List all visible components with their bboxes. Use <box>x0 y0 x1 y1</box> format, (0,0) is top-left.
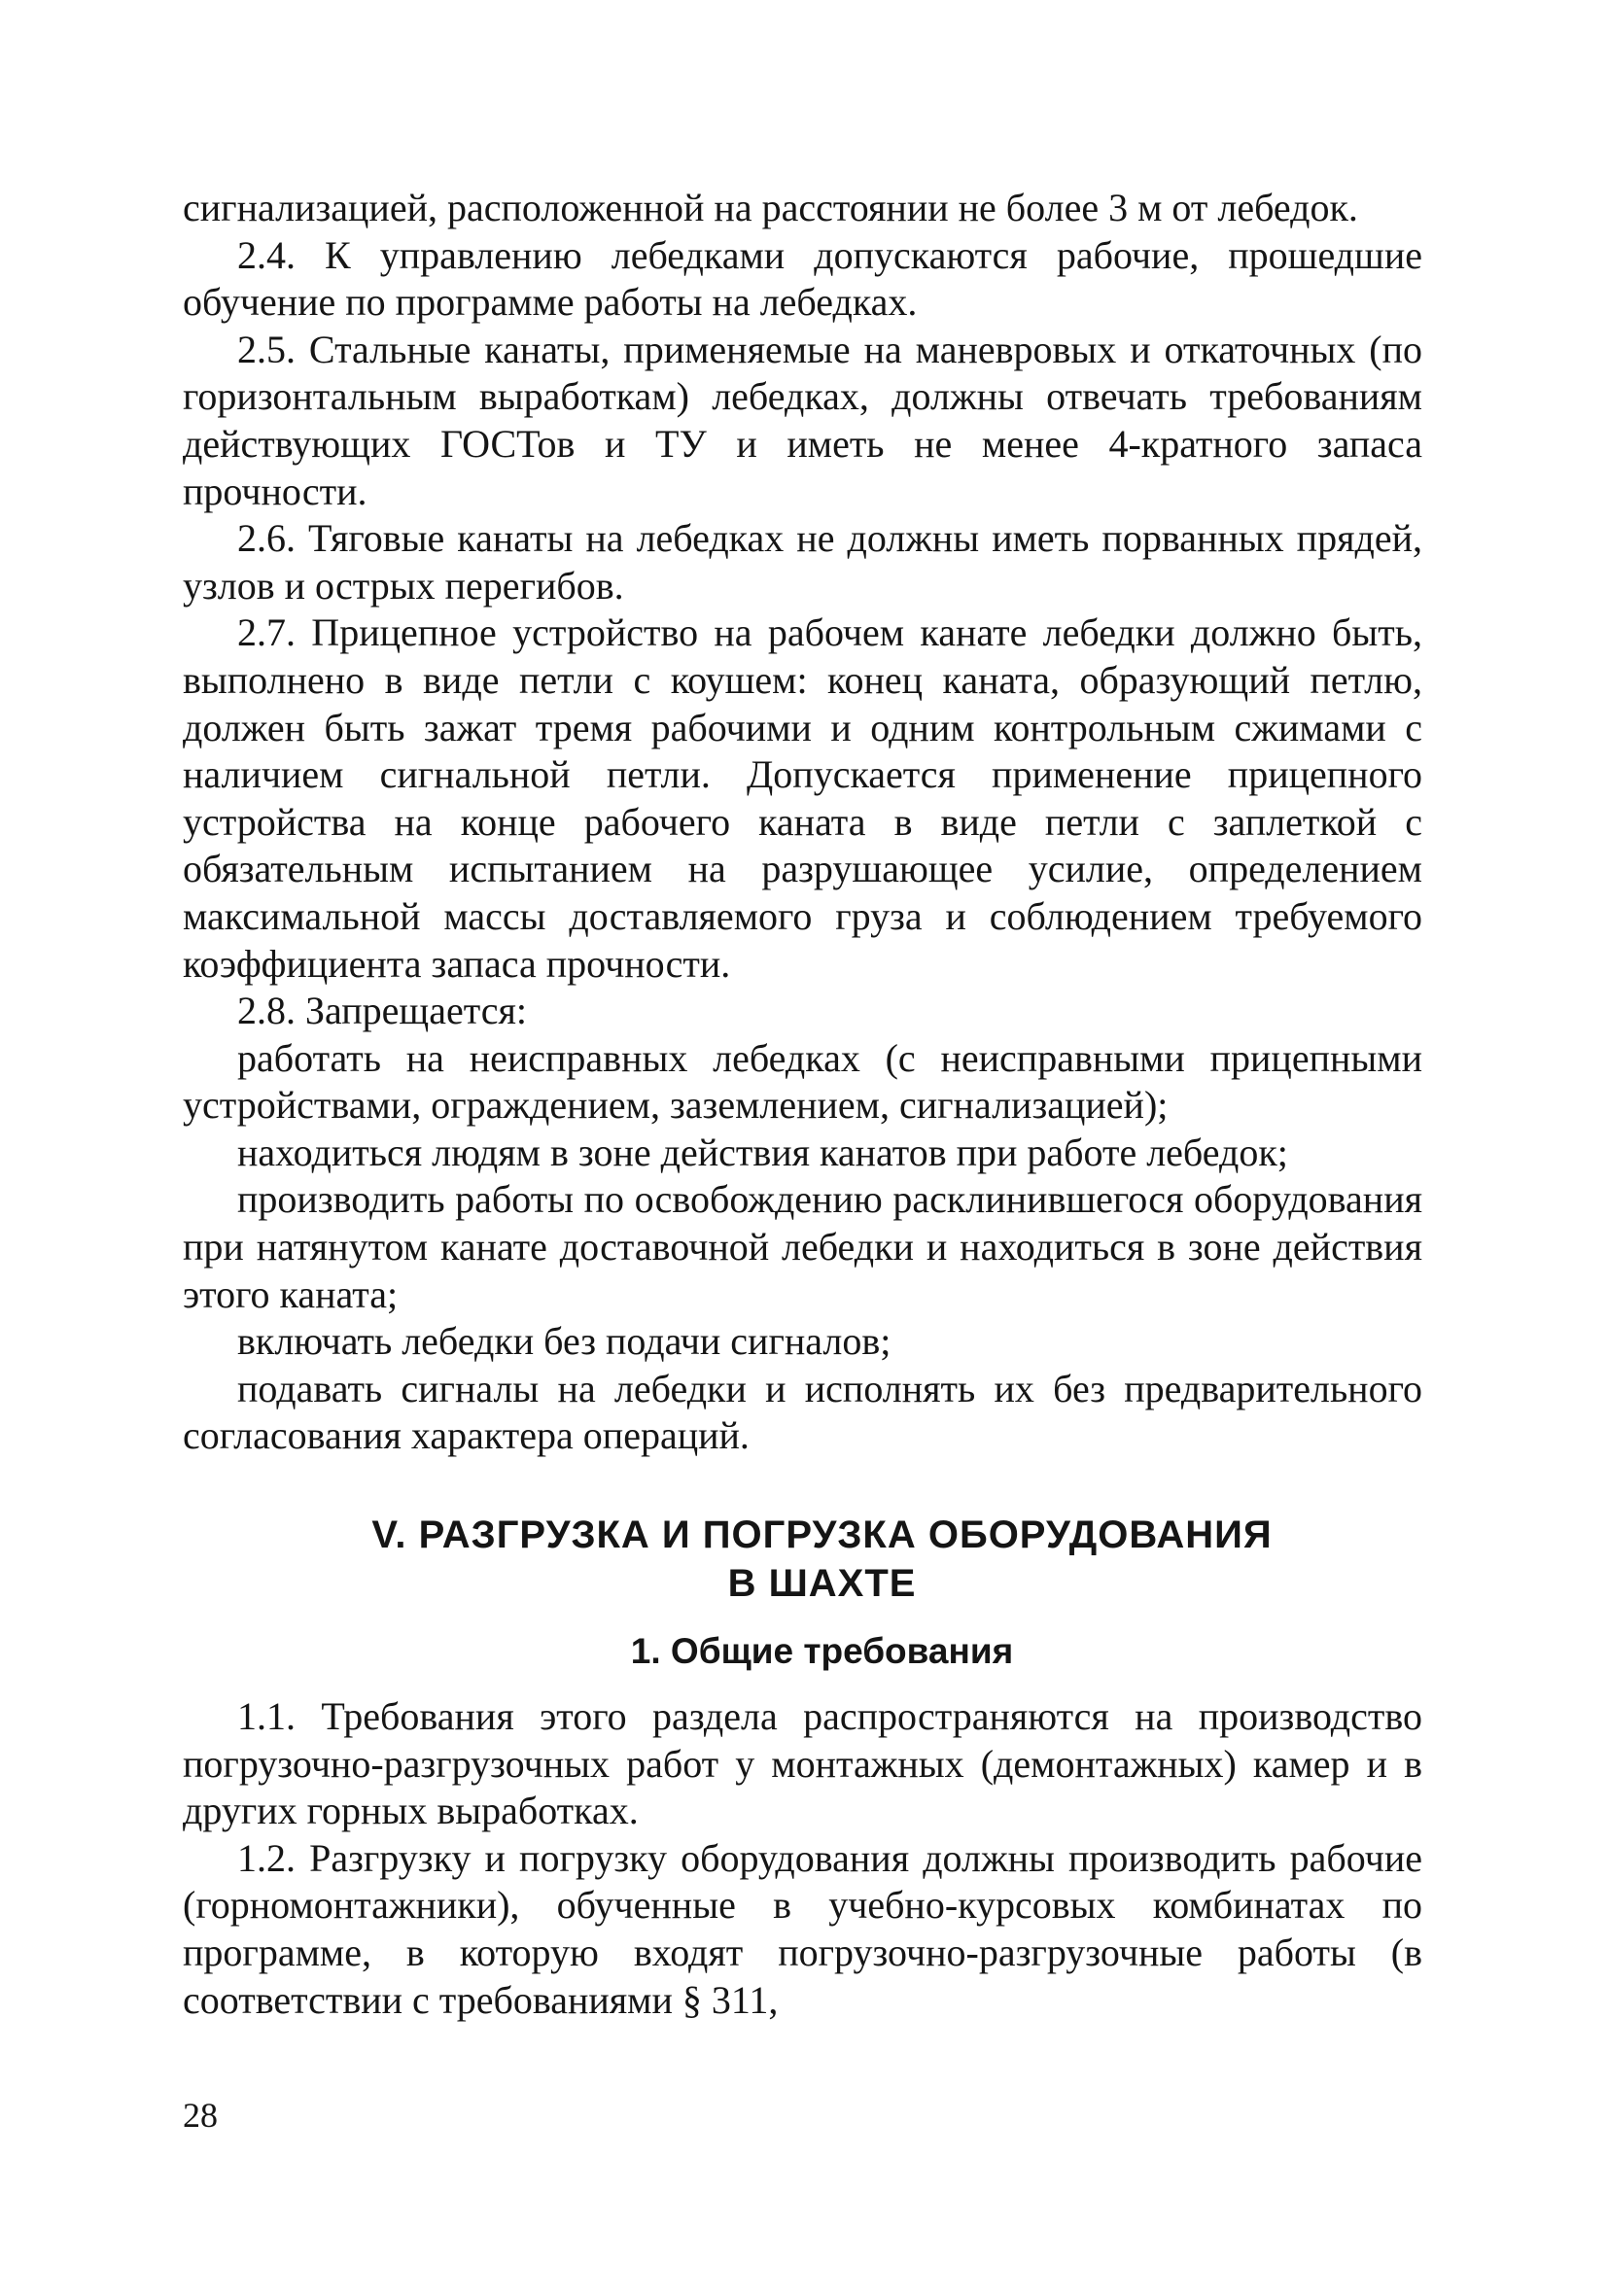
paragraph: 2.6. Тяговые канаты на лебедках не должны иметь порванных прядей, узлов и острых перегибов. <box>183 516 1422 608</box>
page-number: 28 <box>183 2096 218 2135</box>
paragraph: находиться людям в зоне действия канатов при работе лебедок; <box>237 1130 1288 1174</box>
top-text-block <box>183 185 1422 1460</box>
paragraph: работать на неисправных лебедках (с неисправными прицепными устройствами, ограждением, заземлением, сигнализацией); <box>183 1035 1422 1128</box>
subsection-title: 1. Общие требования <box>630 1631 1014 1672</box>
section-title-line-2: В ШАХТЕ <box>727 1562 917 1606</box>
section-title <box>183 1511 1422 1608</box>
paragraph: включать лебедки без подачи сигналов; <box>237 1319 891 1364</box>
paragraph: 2.5. Стальные канаты, применяемые на маневровых и откаточных (по горизонтальным выработкам) лебедках, должны отвечать требованиям действующих ГОСТов и ТУ и иметь не менее 4-кратного запаса прочности. <box>183 327 1422 513</box>
section-title-line-1: V. РАЗГРУЗКА И ПОГРУЗКА ОБОРУДОВАНИЯ <box>371 1513 1273 1557</box>
paragraph: 2.4. К управлению лебедками допускаются рабочие, прошедшие обучение по программе работы на лебедках. <box>183 232 1422 325</box>
paragraph: сигнализацией, расположенной на расстоянии не более 3 м от лебедок. <box>183 186 1358 229</box>
paragraph: 1.2. Разгрузку и погрузку оборудования должны производить рабочие (горномонтажники), обученные в учебно-курсовых комбинатах по программе, в которую входят погрузочно-разгрузочные работы (в соответствии с требованиями § 311, <box>183 1835 1422 2022</box>
document-page <box>183 185 1422 2024</box>
paragraph: производить работы по освобождению расклинившегося оборудования при натянутом канате доставочной лебедки и находиться в зоне действия этого каната; <box>183 1177 1422 1316</box>
bottom-text-block <box>183 1693 1422 2024</box>
paragraph: 1.1. Требования этого раздела распространяются на производство погрузочно-разгрузочных работ у монтажных (демонтажных) камер и в других горных выработках. <box>183 1694 1422 1833</box>
paragraph: подавать сигналы на лебедки и исполнять их без предварительного согласования характера операций. <box>183 1366 1422 1458</box>
paragraph: 2.7. Прицепное устройство на рабочем канате лебедки должно быть, выполнено в виде петли с коушем: конец каната, образующий петлю, должен быть зажат тремя рабочими и одним контрольным сжимами с наличием сигнальной петли. Допускается применение прицепного устройства на конце рабочего каната в виде петли с заплеткой с обязательным испытанием на разрушающее усилие, определением максимальной массы доставляемого груза и соблюдением требуемого коэффициента запаса прочности. <box>183 610 1422 986</box>
paragraph: 2.8. Запрещается: <box>237 989 527 1033</box>
